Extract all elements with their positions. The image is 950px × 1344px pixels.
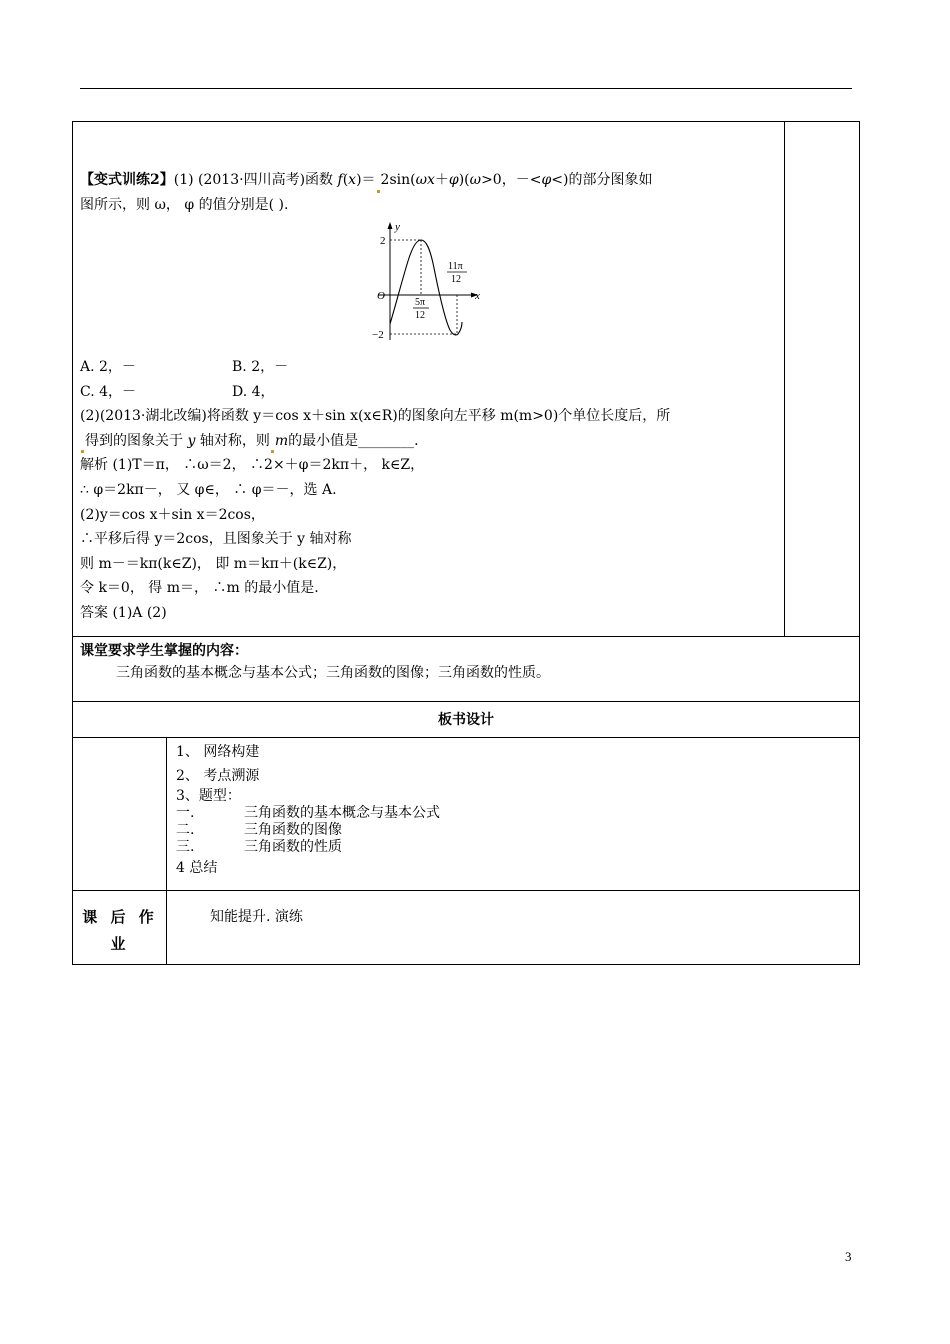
question-2-line-1: (2)(2013·湖北改编)将函数 y＝cos x＋sin x(x∈R)的图象向左平移 m(m>0)个单位长度后，所 xyxy=(80,408,671,425)
board-item-summary: 4 总结 xyxy=(176,860,218,876)
solution-line-3: (2)y＝cos x＋sin x＝2cos， xyxy=(80,506,265,523)
answer-line: 答案 (1)A (2) xyxy=(80,604,167,621)
choice-b: B. 2，－ xyxy=(232,359,289,375)
exercise-line-1: 【变式训练2】(1) (2013·四川高考)函数 f(x)＝ 2sin(ωx＋φ)(ω>0，－<φ<)的部分图象如 xyxy=(80,168,652,193)
row-separator xyxy=(72,636,860,637)
origin-label: O xyxy=(377,290,385,302)
board-title: 板书设计 xyxy=(438,712,494,728)
board-subitem: 二. 三角函数的图像 xyxy=(176,822,342,838)
board-subitem: 一. 三角函数的基本概念与基本公式 xyxy=(176,805,440,821)
x1-numerator: 5π xyxy=(415,297,426,308)
requirements-title: 课堂要求学生掌握的内容： xyxy=(80,643,248,659)
solution-line-5: 则 m－＝kπ(k∈Z)， 即 m＝kπ＋(k∈Z)， xyxy=(80,555,347,572)
row-separator xyxy=(72,890,860,891)
exercise-block xyxy=(80,168,652,217)
solution-line-6: 令 k＝0， 得 m＝， ∴m 的最小值是. xyxy=(80,580,319,597)
homework-label: 课 后 作 业 xyxy=(82,908,158,953)
question-2-line-2: 得到的图象关于 y 轴对称，则 m的最小值是________. xyxy=(80,429,670,454)
sine-graph xyxy=(368,218,488,344)
exercise-line-2: 图所示，则 ω， φ 的值分别是( ). xyxy=(80,196,289,213)
row-separator xyxy=(72,737,860,738)
homework-content: 知能提升. 演练 xyxy=(210,909,303,925)
solution-line-2: ∴ φ＝2kπ－， 又 φ∈， ∴ φ＝－，选 A. xyxy=(80,481,337,498)
board-item-network: 1、 网络构建 xyxy=(176,744,260,760)
sine-curve xyxy=(390,240,462,335)
edit-mark xyxy=(377,190,380,193)
left-column-divider xyxy=(166,737,167,965)
x1-denominator: 12 xyxy=(415,310,425,321)
choice-c: C. 4，－ xyxy=(80,383,137,400)
y-min-label: −2 xyxy=(372,329,384,341)
choice-d: D. 4， xyxy=(232,383,275,400)
y-axis-arrow-icon xyxy=(388,222,393,229)
board-item-origin: 2、 考点溯源 xyxy=(176,768,260,784)
x2-denominator: 12 xyxy=(451,274,461,285)
choice-a: A. 2，－ xyxy=(80,359,136,375)
x-axis-label: x xyxy=(475,290,480,302)
page-number: 3 xyxy=(845,1249,852,1264)
solution-line-1: 解析 (1)T＝π， ∴ω＝2， ∴2×＋φ＝2kπ＋， k∈Z， xyxy=(80,457,425,474)
y-axis-label: y xyxy=(395,221,400,233)
y-max-label: 2 xyxy=(380,235,386,247)
header-rule xyxy=(80,88,852,89)
solution-line-4: ∴平移后得 y＝2cos，且图象关于 y 轴对称 xyxy=(80,531,352,548)
choices-row-1 xyxy=(80,355,670,380)
exercise-heading: 【变式训练2】 xyxy=(80,172,174,188)
board-subitem: 三. 三角函数的性质 xyxy=(176,839,342,855)
requirements-body: 三角函数的基本概念与基本公式；三角函数的图像；三角函数的性质。 xyxy=(116,665,550,681)
board-list xyxy=(176,740,440,880)
x2-numerator: 11π xyxy=(448,261,463,272)
board-item-types: 3、题型： xyxy=(176,788,241,804)
choices-and-solution xyxy=(80,355,670,626)
choices-row-2 xyxy=(80,380,670,405)
row-separator xyxy=(72,701,860,702)
top-row-divider xyxy=(784,121,785,636)
